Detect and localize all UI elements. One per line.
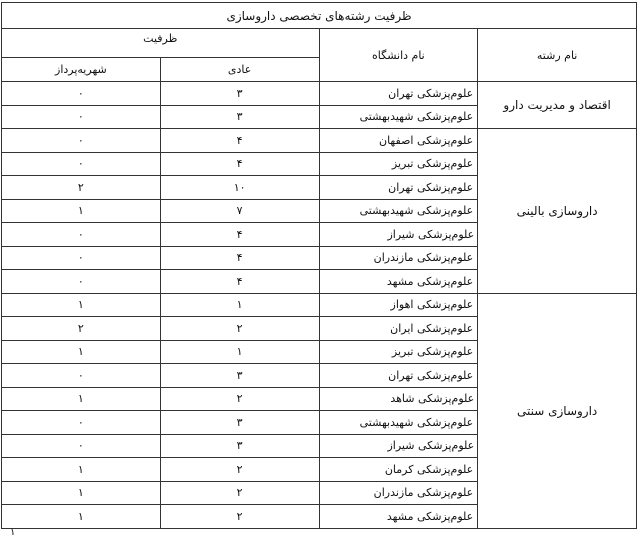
regular-capacity-cell: ۴ (160, 223, 319, 247)
tuition-capacity-cell: ۱ (2, 458, 161, 482)
regular-capacity-cell: ۳ (160, 105, 319, 129)
regular-capacity-cell: ۷ (160, 199, 319, 223)
regular-capacity-cell: ۳ (160, 364, 319, 388)
regular-capacity-cell: ۱۰ (160, 176, 319, 200)
table-title: ظرفیت رشته‌های تخصصی داروسازی (2, 3, 637, 29)
header-university: نام دانشگاه (319, 29, 478, 82)
regular-capacity-cell: ۴ (160, 246, 319, 270)
field-name-cell: داروسازی سنتی (478, 293, 637, 528)
university-cell: علوم‌پزشکی شیراز (319, 434, 478, 458)
header-row (2, 29, 637, 58)
tuition-capacity-cell: ۰ (2, 152, 161, 176)
university-cell: علوم‌پزشکی شهیدبهشتی (319, 105, 478, 129)
regular-capacity-cell: ۲ (160, 505, 319, 529)
table-row (2, 293, 637, 317)
field-name-cell: داروسازی بالینی (478, 129, 637, 294)
university-cell: علوم‌پزشکی شیراز (319, 223, 478, 247)
university-cell: علوم‌پزشکی تهران (319, 176, 478, 200)
tuition-capacity-cell: ۰ (2, 364, 161, 388)
university-cell: علوم‌پزشکی مازندران (319, 246, 478, 270)
regular-capacity-cell: ۴ (160, 129, 319, 153)
regular-capacity-cell: ۳ (160, 434, 319, 458)
regular-capacity-cell: ۳ (160, 82, 319, 106)
capacity-table (1, 2, 637, 529)
regular-capacity-cell: ۳ (160, 411, 319, 435)
university-cell: علوم‌پزشکی تبریز (319, 340, 478, 364)
tuition-capacity-cell: ۰ (2, 129, 161, 153)
tuition-capacity-cell: ۰ (2, 82, 161, 106)
header-tuition: شهریه‌پرداز (2, 58, 161, 82)
regular-capacity-cell: ۲ (160, 481, 319, 505)
university-cell: علوم‌پزشکی مشهد (319, 505, 478, 529)
regular-capacity-cell: ۱ (160, 340, 319, 364)
university-cell: علوم‌پزشکی اهواز (319, 293, 478, 317)
university-cell: علوم‌پزشکی مازندران (319, 481, 478, 505)
regular-capacity-cell: ۴ (160, 270, 319, 294)
cut-mark: ۱ (10, 527, 16, 538)
field-name-cell: اقتصاد و مدیریت دارو (478, 82, 637, 129)
header-capacity: ظرفیت (2, 29, 320, 58)
tuition-capacity-cell: ۰ (2, 246, 161, 270)
tuition-capacity-cell: ۱ (2, 340, 161, 364)
tuition-capacity-cell: ۲ (2, 317, 161, 341)
university-cell: علوم‌پزشکی شهیدبهشتی (319, 199, 478, 223)
university-cell: علوم‌پزشکی مشهد (319, 270, 478, 294)
table-row (2, 129, 637, 153)
regular-capacity-cell: ۲ (160, 317, 319, 341)
university-cell: علوم‌پزشکی کرمان (319, 458, 478, 482)
tuition-capacity-cell: ۰ (2, 411, 161, 435)
regular-capacity-cell: ۱ (160, 293, 319, 317)
tuition-capacity-cell: ۱ (2, 481, 161, 505)
tuition-capacity-cell: ۰ (2, 434, 161, 458)
regular-capacity-cell: ۲ (160, 458, 319, 482)
university-cell: علوم‌پزشکی اصفهان (319, 129, 478, 153)
tuition-capacity-cell: ۰ (2, 270, 161, 294)
tuition-capacity-cell: ۱ (2, 293, 161, 317)
university-cell: علوم‌پزشکی شاهد (319, 387, 478, 411)
header-field: نام رشته (478, 29, 637, 82)
university-cell: علوم‌پزشکی تهران (319, 364, 478, 388)
university-cell: علوم‌پزشکی تبریز (319, 152, 478, 176)
university-cell: علوم‌پزشکی شهیدبهشتی (319, 411, 478, 435)
tuition-capacity-cell: ۱ (2, 387, 161, 411)
tuition-capacity-cell: ۰ (2, 223, 161, 247)
regular-capacity-cell: ۲ (160, 387, 319, 411)
university-cell: علوم‌پزشکی تهران (319, 82, 478, 106)
tuition-capacity-cell: ۲ (2, 176, 161, 200)
tuition-capacity-cell: ۰ (2, 105, 161, 129)
university-cell: علوم‌پزشکی ایران (319, 317, 478, 341)
tuition-capacity-cell: ۱ (2, 505, 161, 529)
table-row (2, 82, 637, 106)
regular-capacity-cell: ۴ (160, 152, 319, 176)
table-title-row (2, 3, 637, 29)
tuition-capacity-cell: ۱ (2, 199, 161, 223)
header-regular: عادی (160, 58, 319, 82)
